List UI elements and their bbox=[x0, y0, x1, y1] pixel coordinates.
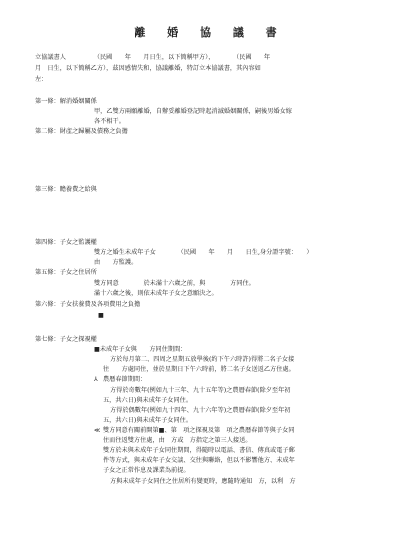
contact-line-1: 雙方於未與未成年子女同住期間，得隨時以電話、書信、傳真或電子郵 bbox=[103, 447, 295, 454]
lunar-new-year-heading: 農曆春節期間： bbox=[103, 376, 147, 383]
article-4-body-1: 雙方之婚生未成年子女 （民國 年 月 日生,身分證字號： ） bbox=[94, 249, 313, 256]
article-6-heading: 第六條：子女扶養費及各項費用之負擔 bbox=[35, 301, 141, 308]
article-7-heading: 第七條：子女之探視權 bbox=[35, 336, 97, 343]
article-4-body-2: 由 方監護。 bbox=[94, 259, 138, 266]
intro-line-1: 立協議書人 （民國 年 月日生，以下簡稱甲方）， （民國 年 bbox=[35, 54, 271, 61]
article-4-heading: 第四條：子女之監護權 bbox=[35, 239, 97, 246]
lunar-new-year-line-2: 五，共六日)與未成年子女同住。 bbox=[103, 397, 193, 404]
article-1-body-1: 甲，乙雙方兩願離婚，自辦妥離婚登記時起消滅婚姻關係，嗣後男婚女嫁 bbox=[94, 108, 292, 115]
document-title: 離 婚 協 議 書 bbox=[134, 26, 286, 39]
address-change-line: 方與未成年子女同住之住居所有變更時，應隨時通知 方，以利 方 bbox=[110, 478, 296, 485]
visit-period-line-2: 往 方處同住，並於星期日下午六時前，將二名子女送返乙方住處。 bbox=[103, 366, 295, 373]
lunar-new-year-line-4: 五，共六日)與未成年子女同住。 bbox=[103, 417, 193, 424]
contact-line-3: 子女之正常作息及課業為前提。 bbox=[103, 467, 190, 474]
lunar-new-year-bullet-icon: ⅄ bbox=[94, 376, 98, 383]
pickup-line-1: 雙方同意有關前開第■、第 項之探視及第 項之農曆春節等與子女同 bbox=[103, 427, 295, 434]
intro-line-3: 左： bbox=[35, 76, 48, 83]
square-bullet-icon: ■ bbox=[98, 312, 104, 319]
article-1-body-2: 各不相干。 bbox=[94, 118, 125, 125]
article-5-body-2: 滿十六歲之後，則依未成年子女之意願決之。 bbox=[94, 290, 218, 297]
article-5-body-1: 雙方同意 於未滿十六歲之前，與 方同住。 bbox=[94, 280, 255, 287]
article-2-heading: 第二條：財產之歸屬及債務之負擔 bbox=[35, 128, 128, 135]
contact-line-2: 件等方式，與未成年子女交談、交往與聯絡，但以不影響他方、未成年 bbox=[103, 457, 295, 464]
lunar-new-year-line-3: 方得於偶數年(例如九十四年、九十六年等)之農曆春節(除夕至年初 bbox=[110, 407, 291, 414]
article-3-heading: 第三條：贍養費之給與 bbox=[35, 186, 97, 193]
lunar-new-year-line-1: 方得於奇數年(例如九十三年、九十五年等)之農曆春節(除夕至年初 bbox=[110, 387, 291, 394]
article-1-heading: 第一條：解消婚姻關係 bbox=[35, 98, 97, 105]
intro-line-2: 月 日生，以下簡稱乙方），茲因感情失和，協議離婚，特訂立本協議書，其內容如 bbox=[35, 65, 261, 72]
article-5-heading: 第五條：子女之住居所 bbox=[35, 269, 97, 276]
visit-period-heading: ■未成年子女與 方同住期間： bbox=[94, 346, 187, 353]
pickup-bullet-icon: ≪ bbox=[94, 427, 101, 434]
pickup-line-2: 住而往返雙方住處，由 方或 方指定之第三人接送。 bbox=[103, 437, 252, 444]
visit-period-line-1: 方於每月第二、四周之星期五放學後(約下午六時許)得將二名子女接 bbox=[110, 356, 295, 363]
